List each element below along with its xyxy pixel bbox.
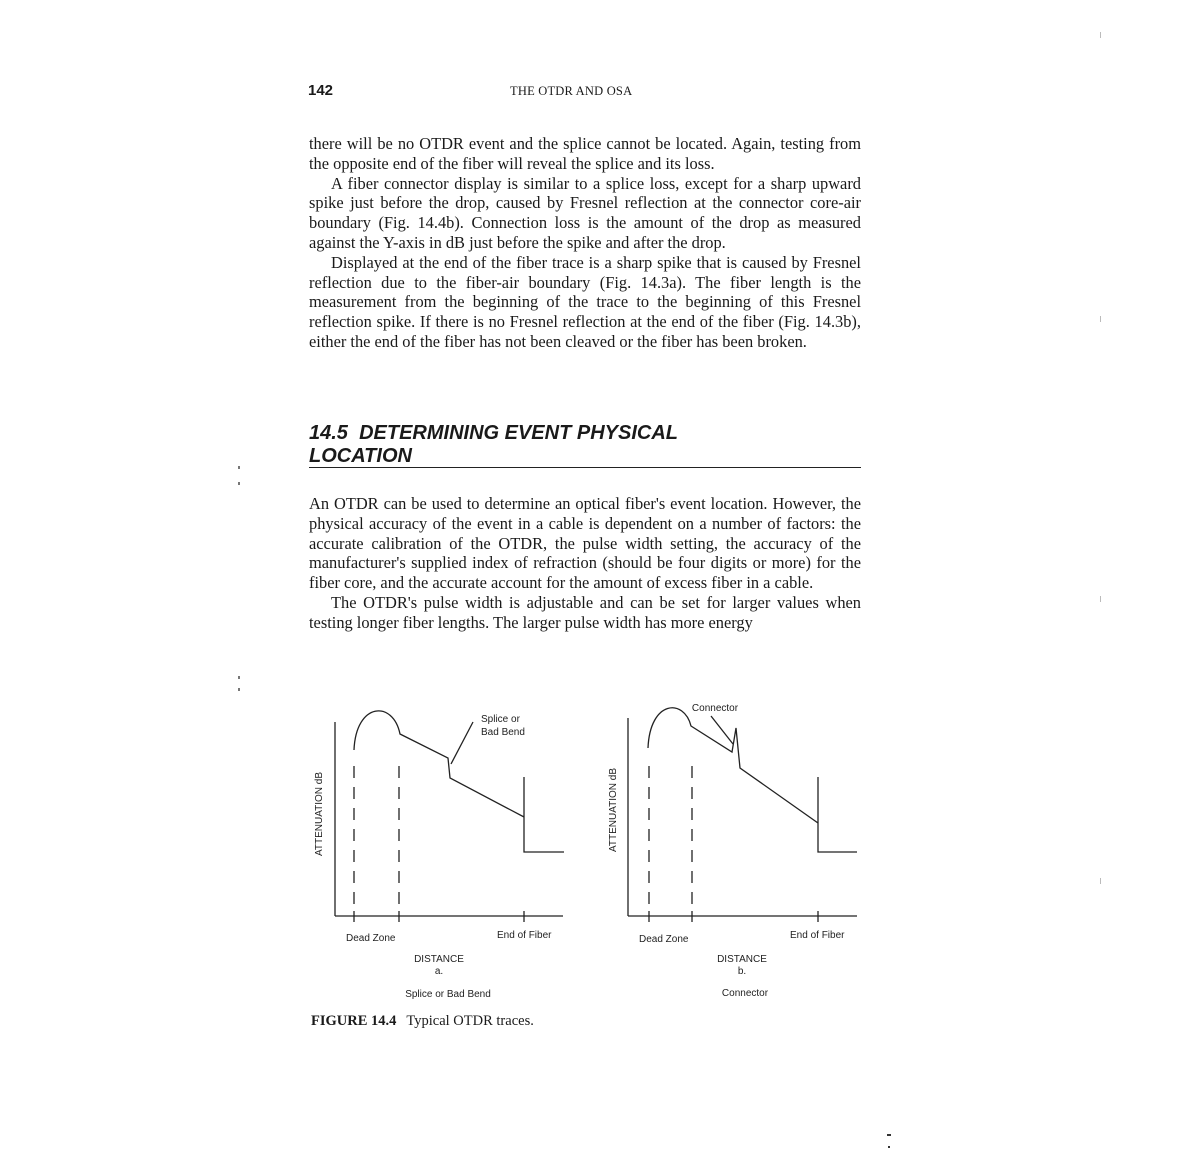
- caption-text: Typical OTDR traces.: [406, 1013, 534, 1029]
- scan-speck: [1100, 316, 1101, 322]
- paragraph: Displayed at the end of the fiber trace is a sharp spike that is caused by Fresnel reflection due to the fiber-air boundary (Fig. 14.3a). The fiber length is the measurement from the beginning of the trace to the beginning of this Fresnel reflection spike. If there is no Fresnel reflection at the end of the fiber (Fig. 14.3b), either the end of the fiber has not been cleaved or the fiber has been broken.: [309, 252, 861, 351]
- scan-speck: [887, 1134, 891, 1136]
- scan-speck: [238, 676, 240, 679]
- scan-speck: [888, 1146, 890, 1148]
- paragraph: A fiber connector display is similar to a splice loss, except for a sharp upward spike just before the drop, caused by Fresnel reflection at the connector core-air boundary (Fig. 14.4b). Connection loss is the amount of the drop as measured against the Y-axis in dB just before the spike and after the drop.: [309, 173, 861, 252]
- panel-b-trace: [628, 708, 857, 922]
- scan-speck: [238, 482, 240, 485]
- panel-a-subtitle: Splice or Bad Bend: [405, 989, 491, 1000]
- scan-speck: [238, 688, 240, 691]
- panel-b-letter: b.: [737, 966, 747, 977]
- caption-label: FIGURE 14.4: [311, 1013, 397, 1029]
- running-head: THE OTDR AND OSA: [510, 84, 633, 98]
- page-number: 142: [308, 82, 334, 99]
- figure-caption: [311, 1013, 534, 1030]
- panel-a-y-label: ATTENUATION dB: [314, 771, 325, 857]
- paragraph: there will be no OTDR event and the splice cannot be located. Again, testing from the opposite end of the fiber will reveal the splice and its loss.: [309, 134, 861, 173]
- scan-speck: [1100, 878, 1101, 884]
- panel-a-annotation: Bad Bend: [481, 727, 525, 738]
- panel-a-x-right-label: End of Fiber: [497, 930, 552, 941]
- section-title-line1: DETERMINING EVENT PHYSICAL: [359, 422, 678, 444]
- paragraph: The OTDR's pulse width is adjustable and can be set for larger values when testing longer fiber lengths. The larger pulse width has more energy: [309, 592, 861, 632]
- scan-speck: [238, 466, 240, 469]
- panel-a-x-axis-label: DISTANCE: [414, 954, 464, 965]
- paragraph: An OTDR can be used to determine an optical fiber's event location. However, the physical accuracy of the event in a cable is dependent on a number of factors: the accurate calibration of the OTDR, the pulse width setting, the accuracy of the manufacturer's supplied index of refraction (should be four digits or more) for the fiber core, and the accurate account for the amount of excess fiber in a cable.: [309, 494, 861, 593]
- panel-a-trace: [335, 711, 564, 922]
- panel-b-y-label: ATTENUATION dB: [608, 767, 619, 853]
- scan-speck: [1100, 596, 1101, 602]
- panel-b-curve: [648, 708, 857, 852]
- section-number: 14.5: [309, 422, 348, 444]
- panel-b-subtitle: Connector: [721, 988, 769, 999]
- panel-b-annotation: Connector: [691, 703, 739, 714]
- panel-b-x-left-label: Dead Zone: [639, 934, 689, 945]
- panel-b-pointer: [711, 716, 733, 744]
- panel-b-x-axis-label: DISTANCE: [717, 954, 767, 965]
- panel-a-x-left-label: Dead Zone: [346, 933, 396, 944]
- scan-speck: [1100, 32, 1101, 38]
- panel-b-x-right-label: End of Fiber: [790, 930, 845, 941]
- panel-a-curve: [354, 711, 564, 852]
- panel-a-annotation: Splice or: [481, 714, 520, 725]
- panel-a-pointer: [451, 722, 473, 764]
- section-title-line2: LOCATION: [309, 445, 412, 467]
- panel-a-letter: a.: [434, 966, 444, 977]
